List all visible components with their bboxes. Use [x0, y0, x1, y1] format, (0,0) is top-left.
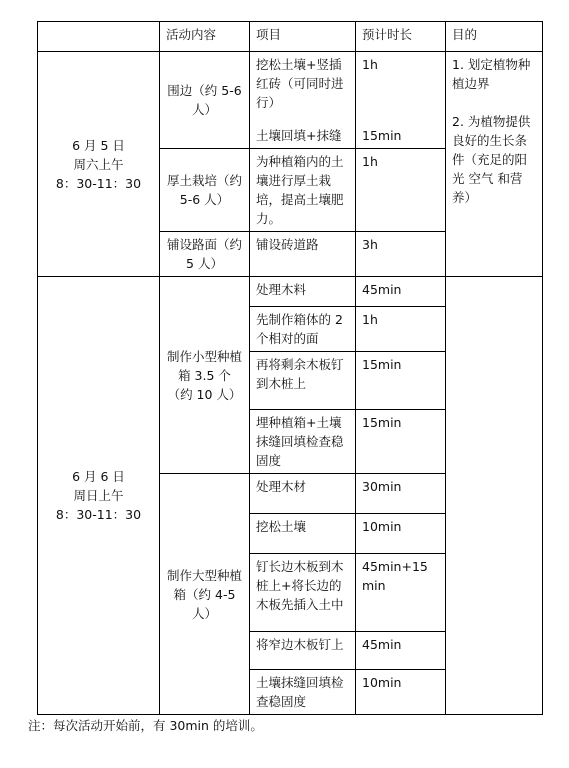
activity-edging: 围边（约 5-6 人）	[160, 52, 250, 149]
item-paving: 铺设砖道路	[250, 232, 356, 277]
activity-paving: 铺设路面（约 5 人）	[160, 232, 250, 277]
item-edging	[250, 52, 356, 149]
item-large-4: 将窄边木板钉上	[250, 632, 356, 670]
header-item: 项目	[250, 22, 356, 52]
item-small-3: 再将剩余木板钉到木桩上	[250, 352, 356, 410]
day2-date: 6 月 6 日	[72, 469, 125, 484]
day1-time: 8：30-11：30	[55, 175, 142, 191]
activity-soil: 厚土栽培（约 5-6 人）	[160, 149, 250, 232]
duration-edging-b: 15min	[362, 128, 402, 143]
item-small-1: 处理木料	[250, 277, 356, 307]
duration-paving: 3h	[356, 232, 446, 277]
day2-datetime	[38, 277, 160, 715]
duration-small-1: 45min	[356, 277, 446, 307]
header-blank	[38, 22, 160, 52]
table-row	[38, 52, 543, 149]
item-edging-b: 土壤回填+抹缝	[256, 128, 342, 143]
item-large-3: 钉长边木板到木桩上+将长边的木板先插入土中	[250, 554, 356, 632]
item-large-5: 土壤抹缝回填检查稳固度	[250, 670, 356, 715]
day1-purpose	[446, 52, 543, 277]
duration-edging	[356, 52, 446, 149]
duration-large-2: 10min	[356, 514, 446, 554]
purpose-2: 2. 为植物提供良好的生长条件（充足的阳光 空气 和营养）	[452, 114, 531, 205]
duration-large-1: 30min	[356, 474, 446, 514]
day2-weekday: 周日上午	[73, 488, 124, 503]
item-edging-a: 挖松土壤+竖插红砖（可同时进行）	[256, 57, 344, 110]
duration-large-4: 45min	[356, 632, 446, 670]
day1-weekday: 周六上午	[73, 156, 124, 172]
table-row	[38, 277, 543, 307]
duration-small-4: 15min	[356, 410, 446, 474]
item-soil: 为种植箱内的土壤进行厚土栽培，提高土壤肥力。	[250, 149, 356, 232]
duration-large-3: 45min+15min	[356, 554, 446, 632]
purpose-1: 1. 划定植物种植边界	[452, 57, 531, 91]
duration-small-3: 15min	[356, 352, 446, 410]
header-purpose: 目的	[446, 22, 543, 52]
activity-large-box: 制作大型种植箱（约 4-5 人）	[160, 474, 250, 715]
header-row	[38, 22, 543, 52]
footnote: 注：每次活动开始前，有 30min 的培训。	[28, 718, 263, 733]
item-small-2: 先制作箱体的 2 个相对的面	[250, 307, 356, 352]
schedule-table	[37, 21, 543, 715]
day1-datetime	[38, 52, 160, 277]
duration-edging-a: 1h	[362, 57, 378, 72]
duration-soil: 1h	[356, 149, 446, 232]
header-activity: 活动内容	[160, 22, 250, 52]
activity-small-box: 制作小型种植箱 3.5 个（约 10 人）	[160, 277, 250, 474]
duration-large-5: 10min	[356, 670, 446, 715]
item-large-1: 处理木材	[250, 474, 356, 514]
day2-time: 8：30-11：30	[55, 507, 142, 522]
header-duration: 预计时长	[356, 22, 446, 52]
day1-date: 6 月 5 日	[72, 137, 125, 153]
day2-purpose	[446, 277, 543, 715]
item-small-4: 埋种植箱+土壤抹缝回填检查稳固度	[250, 410, 356, 474]
item-large-2: 挖松土壤	[250, 514, 356, 554]
duration-small-2: 1h	[356, 307, 446, 352]
